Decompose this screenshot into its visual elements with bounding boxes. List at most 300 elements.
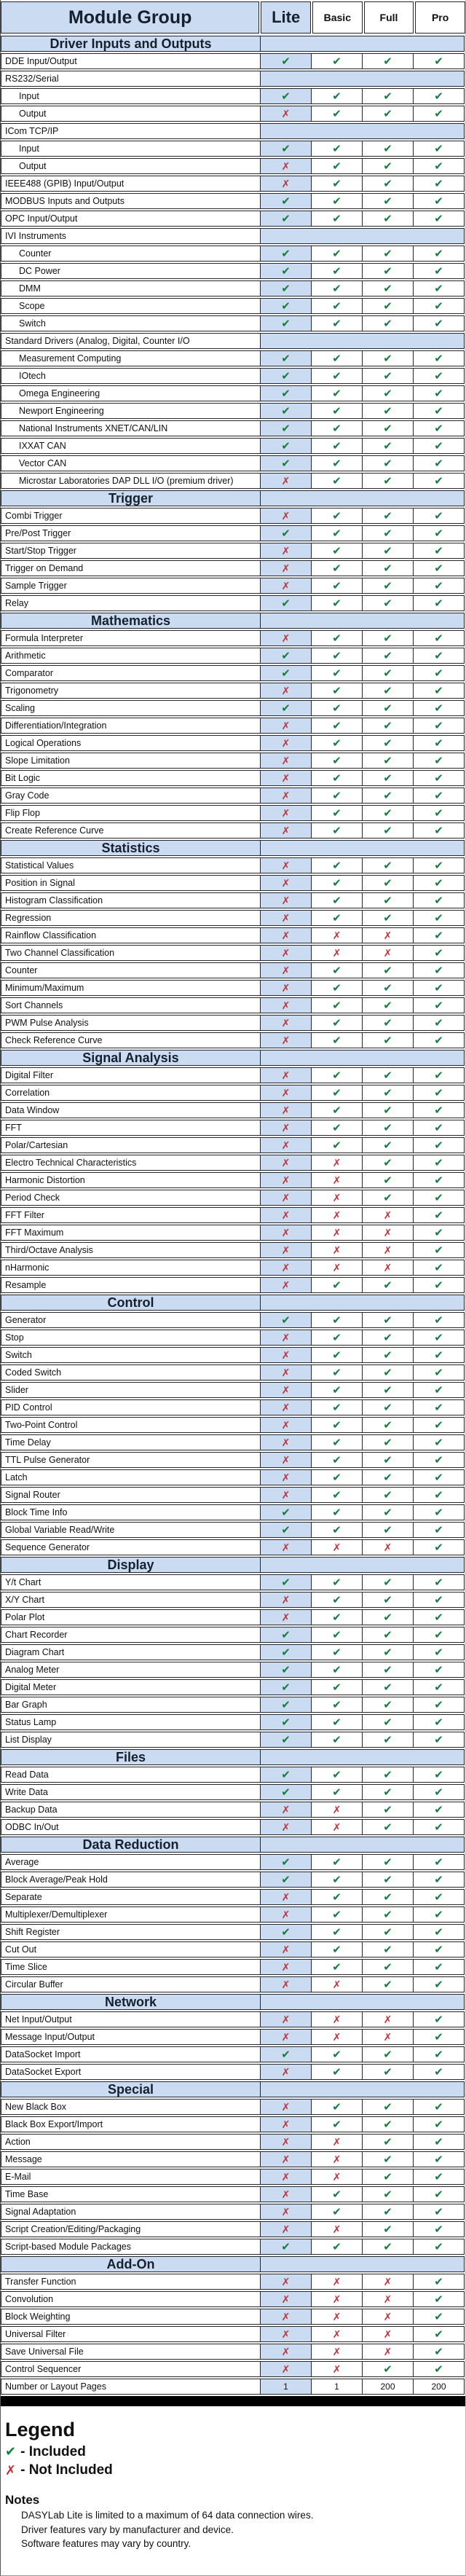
feature-mark-basic: ✔	[311, 1732, 363, 1748]
feature-mark-lite: ✗	[260, 1032, 312, 1048]
feature-mark-pro: ✔	[413, 1941, 465, 1957]
feature-mark-full: ✔	[362, 1487, 414, 1503]
feature-mark-lite: ✗	[260, 927, 312, 943]
module-row-label: Convolution	[1, 2291, 261, 2307]
feature-mark-basic: ✔	[311, 350, 363, 366]
feature-mark-lite: ✗	[260, 2204, 312, 2220]
section-title: Trigger	[1, 490, 261, 506]
feature-mark-full: ✔	[362, 1959, 414, 1975]
module-row-label: X/Y Chart	[1, 1592, 261, 1608]
feature-mark-lite: ✗	[260, 1330, 312, 1346]
table-row	[1, 141, 465, 157]
feature-mark-full: ✔	[362, 578, 414, 594]
module-row-label: Sequence Generator	[1, 1539, 261, 1555]
section-header-band	[260, 1295, 465, 1311]
table-row	[1, 2361, 465, 2377]
table-row	[1, 1941, 465, 1957]
module-row-label: National Instruments XNET/CAN/LIN	[1, 420, 261, 436]
feature-mark-pro: ✔	[413, 2064, 465, 2080]
table-row	[1, 368, 465, 384]
feature-mark-full: ✗	[362, 2309, 414, 2325]
feature-mark-full: 200	[362, 2379, 414, 2395]
module-row-label: List Display	[1, 1732, 261, 1748]
feature-mark-pro: ✔	[413, 2239, 465, 2255]
feature-mark-basic: ✔	[311, 2204, 363, 2220]
feature-mark-full: ✔	[362, 403, 414, 419]
module-row-label: Status Lamp	[1, 1714, 261, 1730]
module-row-label: Stop	[1, 1330, 261, 1346]
module-row-label: Start/Stop Trigger	[1, 543, 261, 559]
feature-mark-full: ✔	[362, 788, 414, 804]
included-check-icon: ✔	[5, 2444, 17, 2459]
feature-mark-full: ✔	[362, 1574, 414, 1590]
table-row	[1, 176, 465, 192]
module-row-label: E-Mail	[1, 2169, 261, 2185]
module-row-label: IEEE488 (GPIB) Input/Output	[1, 176, 261, 192]
feature-mark-basic: ✗	[311, 2326, 363, 2342]
feature-mark-basic: 1	[311, 2379, 363, 2395]
module-row-label: Relay	[1, 595, 261, 611]
feature-mark-basic: ✔	[311, 997, 363, 1013]
module-row-label: Generator	[1, 1312, 261, 1328]
section-header-row	[1, 1557, 465, 1573]
feature-mark-pro: ✔	[413, 578, 465, 594]
feature-mark-pro: ✔	[413, 1574, 465, 1590]
feature-mark-full: ✔	[362, 718, 414, 734]
feature-mark-basic: ✔	[311, 665, 363, 681]
feature-mark-lite: ✗	[260, 1190, 312, 1206]
feature-mark-lite: ✔	[260, 350, 312, 366]
table-row	[1, 1574, 465, 1590]
feature-mark-pro: ✔	[413, 1330, 465, 1346]
table-row	[1, 2064, 465, 2080]
feature-mark-basic: ✔	[311, 438, 363, 454]
table-row	[1, 1714, 465, 1730]
module-row-label: Y/t Chart	[1, 1574, 261, 1590]
feature-mark-pro: ✔	[413, 1434, 465, 1450]
feature-mark-lite: ✗	[260, 2151, 312, 2167]
feature-mark-lite: ✗	[260, 1067, 312, 1083]
feature-mark-basic: ✔	[311, 560, 363, 576]
feature-mark-basic: ✔	[311, 1417, 363, 1433]
table-row	[1, 1364, 465, 1381]
feature-mark-lite: ✔	[260, 455, 312, 471]
module-row-label: Universal Filter	[1, 2326, 261, 2342]
table-row	[1, 980, 465, 996]
feature-mark-full: ✔	[362, 648, 414, 664]
feature-mark-basic: ✔	[311, 700, 363, 716]
module-row-label: Bit Logic	[1, 770, 261, 786]
feature-mark-full: ✔	[362, 1592, 414, 1608]
feature-mark-basic: ✗	[311, 1819, 363, 1835]
feature-mark-lite: ✗	[260, 892, 312, 908]
feature-mark-lite: ✗	[260, 1085, 312, 1101]
edition-header-basic: Basic	[312, 1, 363, 34]
table-row	[1, 1487, 465, 1503]
feature-mark-lite: ✗	[260, 2344, 312, 2360]
module-row-label: Block Time Info	[1, 1504, 261, 1520]
feature-mark-basic: ✗	[311, 945, 363, 961]
feature-mark-full: ✔	[362, 1644, 414, 1660]
feature-mark-full: ✔	[362, 962, 414, 978]
feature-mark-basic: ✔	[311, 1364, 363, 1381]
feature-mark-pro: ✔	[413, 1067, 465, 1083]
module-row-label: Polar Plot	[1, 1609, 261, 1625]
feature-mark-lite: ✔	[260, 1522, 312, 1538]
edition-header-lite: Lite	[261, 1, 311, 34]
feature-mark-pro: ✔	[413, 1347, 465, 1363]
feature-mark-basic: ✔	[311, 2116, 363, 2132]
module-row-label: PID Control	[1, 1399, 261, 1415]
feature-mark-lite: ✗	[260, 1539, 312, 1555]
feature-mark-basic: ✔	[311, 962, 363, 978]
module-row-label: New Black Box	[1, 2099, 261, 2115]
table-row	[1, 2221, 465, 2237]
module-row-label: Script-based Module Packages	[1, 2239, 261, 2255]
feature-mark-basic: ✔	[311, 1347, 363, 1363]
feature-mark-pro: ✔	[413, 2151, 465, 2167]
feature-mark-lite: ✗	[260, 980, 312, 996]
feature-mark-basic: ✔	[311, 263, 363, 279]
module-row-label: IVI Instruments	[1, 228, 261, 244]
feature-mark-basic: ✔	[311, 2046, 363, 2062]
feature-mark-pro: ✔	[413, 1120, 465, 1136]
table-row	[1, 333, 465, 349]
module-row-label: OPC Input/Output	[1, 211, 261, 227]
legend-item-not-included	[5, 2461, 458, 2480]
feature-mark-pro: ✔	[413, 1242, 465, 1258]
module-row-label: Electro Technical Characteristics	[1, 1155, 261, 1171]
feature-mark-basic: ✔	[311, 158, 363, 174]
feature-mark-pro: ✔	[413, 927, 465, 943]
feature-mark-lite: ✔	[260, 315, 312, 331]
module-row-label: DataSocket Import	[1, 2046, 261, 2062]
table-row	[1, 560, 465, 576]
feature-mark-lite: ✔	[260, 700, 312, 716]
feature-mark-full: ✔	[362, 1872, 414, 1888]
table-row	[1, 718, 465, 734]
module-row-label: Input	[1, 141, 261, 157]
feature-mark-pro: ✔	[413, 1976, 465, 1992]
feature-mark-lite: ✔	[260, 88, 312, 104]
module-row-label: Backup Data	[1, 1802, 261, 1818]
feature-mark-lite: ✗	[260, 822, 312, 839]
table-row	[1, 1592, 465, 1608]
table-row	[1, 1347, 465, 1363]
module-row-label: Latch	[1, 1469, 261, 1485]
table-row	[1, 280, 465, 297]
module-row-label: Net Input/Output	[1, 2011, 261, 2027]
feature-mark-lite: ✗	[260, 2064, 312, 2080]
table-row	[1, 822, 465, 839]
table-row	[1, 2011, 465, 2027]
feature-mark-pro: ✔	[413, 106, 465, 122]
table-row	[1, 1330, 465, 1346]
feature-mark-lite: ✔	[260, 246, 312, 262]
feature-mark-full: ✔	[362, 193, 414, 209]
section-title: Display	[1, 1557, 261, 1573]
feature-mark-basic: ✔	[311, 246, 363, 262]
table-row	[1, 211, 465, 227]
table-row	[1, 1225, 465, 1241]
feature-mark-lite: ✗	[260, 2134, 312, 2150]
feature-mark-full: ✔	[362, 805, 414, 821]
feature-mark-pro: ✔	[413, 1539, 465, 1555]
feature-mark-full: ✔	[362, 2204, 414, 2220]
table-row	[1, 962, 465, 978]
feature-mark-basic: ✔	[311, 1399, 363, 1415]
legend-item-included	[5, 2443, 458, 2462]
feature-mark-pro: ✔	[413, 193, 465, 209]
module-row-label: Check Reference Curve	[1, 1032, 261, 1048]
table-row	[1, 2029, 465, 2045]
table-row	[1, 350, 465, 366]
table-row	[1, 2134, 465, 2150]
feature-mark-lite: ✗	[260, 1015, 312, 1031]
feature-mark-lite: ✗	[260, 2274, 312, 2290]
feature-mark-pro: ✔	[413, 1784, 465, 1800]
feature-mark-pro: ✔	[413, 2309, 465, 2325]
feature-mark-lite: ✔	[260, 1784, 312, 1800]
feature-mark-basic: ✔	[311, 892, 363, 908]
table-row	[1, 158, 465, 174]
module-row-label: Black Box Export/Import	[1, 2116, 261, 2132]
feature-mark-full: ✔	[362, 630, 414, 646]
feature-mark-full: ✔	[362, 1802, 414, 1818]
module-row-label: Regression	[1, 910, 261, 926]
feature-mark-full: ✔	[362, 1417, 414, 1433]
feature-mark-full: ✔	[362, 1347, 414, 1363]
feature-mark-lite: ✗	[260, 945, 312, 961]
feature-mark-basic: ✗	[311, 1155, 363, 1171]
feature-mark-full: ✔	[362, 1889, 414, 1905]
feature-mark-full: ✔	[362, 1609, 414, 1625]
feature-mark-basic: ✔	[311, 1504, 363, 1520]
feature-mark-basic: ✔	[311, 980, 363, 996]
feature-mark-basic: ✗	[311, 2151, 363, 2167]
module-row-label: IOtech	[1, 368, 261, 384]
section-title: Statistics	[1, 840, 261, 856]
feature-mark-full: ✔	[362, 1190, 414, 1206]
module-row-label: IXXAT CAN	[1, 438, 261, 454]
feature-mark-lite: ✔	[260, 420, 312, 436]
feature-mark-full: ✔	[362, 595, 414, 611]
feature-mark-pro: ✔	[413, 1907, 465, 1923]
feature-mark-full: ✔	[362, 2169, 414, 2185]
feature-mark-lite: ✔	[260, 1644, 312, 1660]
section-header-band	[260, 1050, 465, 1066]
feature-mark-full: ✗	[362, 2291, 414, 2307]
note-line: DASYLab Lite is limited to a maximum of 64 data connection wires.	[21, 2509, 314, 2521]
feature-mark-lite: ✗	[260, 2326, 312, 2342]
feature-mark-pro: ✔	[413, 525, 465, 541]
feature-mark-full: ✔	[362, 1924, 414, 1940]
feature-mark-lite: ✗	[260, 2099, 312, 2115]
feature-mark-pro: ✔	[413, 2116, 465, 2132]
feature-mark-pro: ✔	[413, 1697, 465, 1713]
module-row-label: Vector CAN	[1, 455, 261, 471]
feature-mark-basic: ✔	[311, 2186, 363, 2202]
table-row	[1, 1627, 465, 1643]
feature-mark-basic: ✔	[311, 770, 363, 786]
feature-mark-basic: ✔	[311, 1609, 363, 1625]
table-row	[1, 1032, 465, 1048]
module-row-label: Measurement Computing	[1, 350, 261, 366]
feature-mark-full: ✔	[362, 2116, 414, 2132]
feature-mark-full: ✔	[362, 1697, 414, 1713]
feature-mark-full: ✔	[362, 1662, 414, 1678]
feature-mark-lite: ✔	[260, 2239, 312, 2255]
feature-mark-full: ✔	[362, 1085, 414, 1101]
table-row	[1, 2099, 465, 2115]
feature-mark-pro: ✔	[413, 1452, 465, 1468]
feature-mark-pro: ✔	[413, 980, 465, 996]
feature-mark-lite: 1	[260, 2379, 312, 2395]
feature-mark-pro: ✔	[413, 1102, 465, 1118]
feature-mark-full: ✔	[362, 420, 414, 436]
module-row-label: Chart Recorder	[1, 1627, 261, 1643]
feature-mark-pro: ✔	[413, 1364, 465, 1381]
module-row-label: Block Average/Peak Hold	[1, 1872, 261, 1888]
table-row	[1, 1819, 465, 1835]
feature-mark-full: ✔	[362, 1714, 414, 1730]
module-row-label: Global Variable Read/Write	[1, 1522, 261, 1538]
feature-mark-pro: ✔	[413, 350, 465, 366]
feature-mark-full: ✔	[362, 2151, 414, 2167]
module-row-label: Switch	[1, 1347, 261, 1363]
feature-mark-full: ✔	[362, 2134, 414, 2150]
feature-mark-lite: ✗	[260, 1347, 312, 1363]
feature-mark-full: ✗	[362, 2326, 414, 2342]
feature-mark-full: ✔	[362, 1854, 414, 1870]
module-row-label: Bar Graph	[1, 1697, 261, 1713]
table-row	[1, 228, 465, 244]
section-header-band	[260, 2256, 465, 2272]
section-title: Driver Inputs and Outputs	[1, 36, 261, 52]
feature-mark-pro: ✔	[413, 315, 465, 331]
comparison-table-body	[1, 36, 465, 2395]
feature-mark-basic: ✔	[311, 1085, 363, 1101]
feature-mark-full: ✔	[362, 753, 414, 769]
feature-mark-lite: ✗	[260, 2029, 312, 2045]
table-row	[1, 735, 465, 751]
table-row	[1, 1434, 465, 1450]
feature-mark-pro: ✔	[413, 1155, 465, 1171]
module-row-label: Circular Buffer	[1, 1976, 261, 1992]
table-header-row	[1, 1, 465, 34]
table-row	[1, 263, 465, 279]
module-row-label: TTL Pulse Generator	[1, 1452, 261, 1468]
feature-mark-lite: ✗	[260, 578, 312, 594]
table-row	[1, 2274, 465, 2290]
feature-mark-basic: ✔	[311, 1959, 363, 1975]
table-row	[1, 683, 465, 699]
table-row	[1, 1207, 465, 1223]
feature-mark-basic: ✔	[311, 473, 363, 489]
feature-mark-pro: ✔	[413, 1662, 465, 1678]
module-row-label: Third/Octave Analysis	[1, 1242, 261, 1258]
feature-mark-lite: ✗	[260, 1242, 312, 1258]
feature-mark-basic: ✗	[311, 1802, 363, 1818]
feature-mark-pro: ✔	[413, 298, 465, 314]
feature-mark-lite: ✗	[260, 543, 312, 559]
table-row	[1, 403, 465, 419]
module-row-label: Number or Layout Pages	[1, 2379, 261, 2395]
feature-mark-basic: ✗	[311, 2169, 363, 2185]
feature-mark-lite: ✗	[260, 630, 312, 646]
module-row-label: Microstar Laboratories DAP DLL I/O (premium driver)	[1, 473, 261, 489]
feature-mark-lite: ✗	[260, 1889, 312, 1905]
feature-mark-pro: ✔	[413, 246, 465, 262]
module-row-label: Two-Point Control	[1, 1417, 261, 1433]
module-row-label: Period Check	[1, 1190, 261, 1206]
feature-mark-pro: ✔	[413, 2274, 465, 2290]
feature-mark-basic: ✔	[311, 315, 363, 331]
module-row-label: Data Window	[1, 1102, 261, 1118]
feature-mark-full: ✔	[362, 1330, 414, 1346]
feature-mark-full: ✔	[362, 368, 414, 384]
feature-mark-full: ✔	[362, 1032, 414, 1048]
feature-mark-pro: ✔	[413, 403, 465, 419]
feature-mark-lite: ✔	[260, 1854, 312, 1870]
feature-mark-full: ✔	[362, 997, 414, 1013]
feature-mark-basic: ✔	[311, 648, 363, 664]
feature-mark-full: ✔	[362, 770, 414, 786]
feature-mark-basic: ✔	[311, 1714, 363, 1730]
feature-mark-full: ✗	[362, 1539, 414, 1555]
module-group-header: Module Group	[1, 1, 259, 34]
feature-mark-lite: ✔	[260, 193, 312, 209]
feature-mark-pro: ✔	[413, 1889, 465, 1905]
module-row-label: Analog Meter	[1, 1662, 261, 1678]
feature-mark-full: ✔	[362, 1679, 414, 1695]
module-row-label: MODBUS Inputs and Outputs	[1, 193, 261, 209]
feature-mark-pro: ✔	[413, 2046, 465, 2062]
module-row-label: Cut Out	[1, 1941, 261, 1957]
feature-mark-full: ✗	[362, 927, 414, 943]
feature-mark-pro: 200	[413, 2379, 465, 2395]
feature-mark-lite: ✔	[260, 438, 312, 454]
table-row	[1, 53, 465, 69]
feature-mark-basic: ✔	[311, 1697, 363, 1713]
legend-included-label: - Included	[20, 2443, 86, 2459]
table-row	[1, 2151, 465, 2167]
feature-mark-basic: ✔	[311, 1784, 363, 1800]
legend-not-included-label: - Not Included	[20, 2462, 113, 2478]
feature-mark-basic: ✔	[311, 1889, 363, 1905]
module-row-label: nHarmonic	[1, 1260, 261, 1276]
module-row-label: Histogram Classification	[1, 892, 261, 908]
feature-mark-pro: ✔	[413, 945, 465, 961]
feature-mark-full: ✔	[362, 1907, 414, 1923]
table-row	[1, 788, 465, 804]
feature-mark-full: ✔	[362, 1767, 414, 1783]
feature-mark-pro: ✔	[413, 1399, 465, 1415]
module-row-label: Trigger on Demand	[1, 560, 261, 576]
section-title: Mathematics	[1, 613, 261, 629]
table-row	[1, 1417, 465, 1433]
note-line: Driver features vary by manufacturer and device.	[21, 2524, 234, 2535]
module-row-label: Polar/Cartesian	[1, 1137, 261, 1153]
feature-mark-pro: ✔	[413, 263, 465, 279]
section-header-band	[260, 2081, 465, 2097]
feature-mark-full: ✔	[362, 683, 414, 699]
feature-mark-basic: ✔	[311, 683, 363, 699]
feature-mark-full: ✔	[362, 1015, 414, 1031]
feature-mark-basic: ✔	[311, 1854, 363, 1870]
table-row	[1, 2291, 465, 2307]
feature-mark-lite: ✔	[260, 595, 312, 611]
